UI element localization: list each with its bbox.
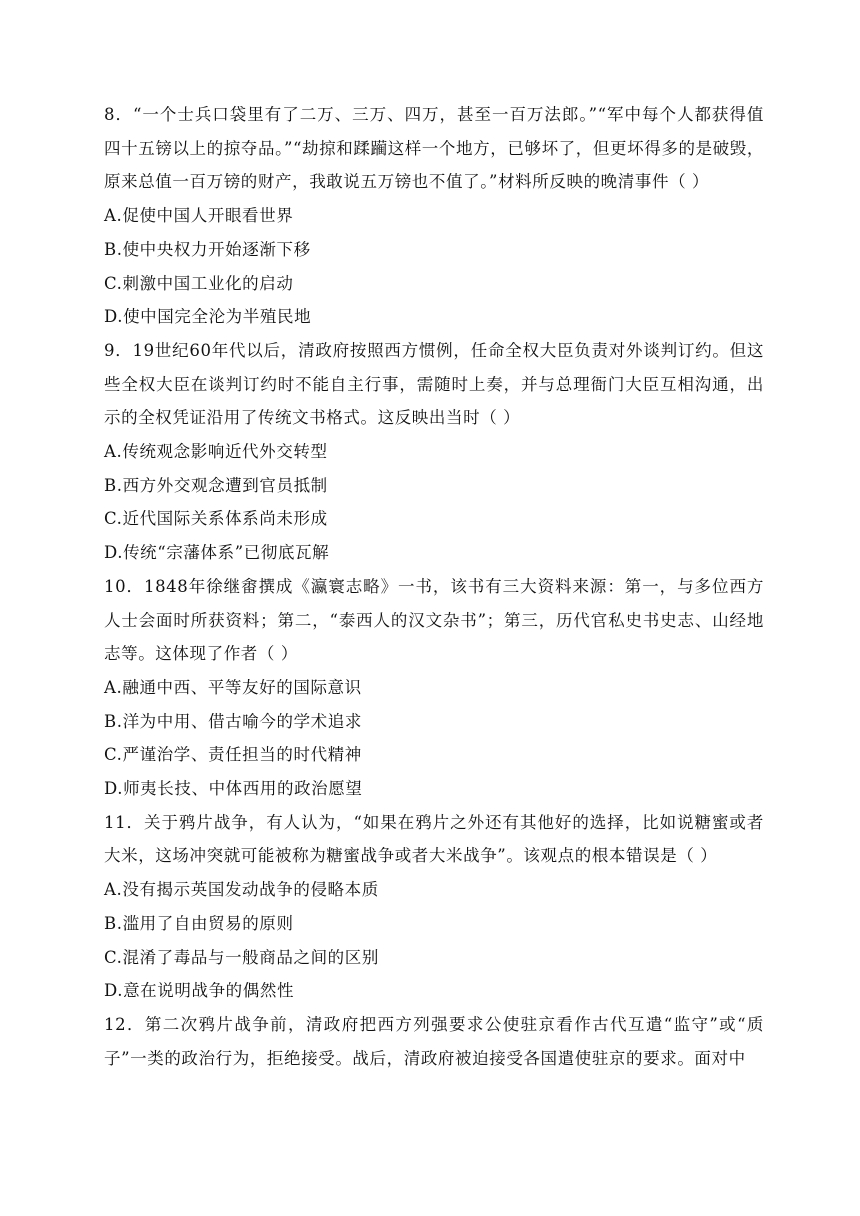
option-b: B.洋为中用、借古喻今的学术追求 — [104, 711, 362, 731]
option-b: B.使中央权力开始逐渐下移 — [104, 239, 311, 259]
question-10 — [104, 570, 764, 806]
question-text: 12．第二次鸦片战争前，清政府把西方列强要求公使驻京看作古代互遣“监守”或“质子”一类的政治行为，拒绝接受。战后，清政府被迫接受各国遣使驻京的要求。面对中 — [104, 1014, 764, 1068]
question-text: 9．19世纪60年代以后，清政府按照西方惯例，任命全权大臣负责对外谈判订约。但这些全权大臣在谈判订约时不能自主行事，需随时上奏，并与总理衙门大臣互相沟通，出示的全权凭证沿用了传统文书格式。这反映出当时（ ） — [104, 340, 764, 428]
question-text: 11．关于鸦片战争，有人认为，“如果在鸦片之外还有其他好的选择，比如说糖蜜或者大米，这场冲突就可能被称为糖蜜战争或者大米战争”。该观点的根本错误是（ ） — [104, 812, 764, 866]
option-d: D.意在说明战争的偶然性 — [104, 981, 295, 1001]
option-b: B.滥用了自由贸易的原则 — [104, 913, 294, 933]
question-8 — [104, 98, 764, 334]
option-d: D.师夷长技、中体西用的政治愿望 — [104, 779, 363, 799]
option-c: C.近代国际关系体系尚未形成 — [104, 509, 328, 529]
question-text: 8．“一个士兵口袋里有了二万、三万、四万，甚至一百万法郎。”“军中每个人都获得值四十五镑以上的掠夺品。”“劫掠和蹂躏这样一个地方，已够坏了，但更坏得多的是破毁，原来总值一百万镑的财产，我敢说五万镑也不值了。”材料所反映的晚清事件（ ） — [104, 105, 764, 192]
question-9 — [104, 334, 764, 570]
question-page — [104, 98, 764, 1075]
option-c: C.刺激中国工业化的启动 — [104, 273, 294, 293]
option-a: A.融通中西、平等友好的国际意识 — [104, 677, 362, 697]
option-b: B.西方外交观念遭到官员抵制 — [104, 475, 328, 495]
question-text: 10．1848年徐继畬撰成《瀛寰志略》一书，该书有三大资料来源：第一，与多位西方人士会面时所获资料；第二，“泰西人的汉文杂书”；第三，历代官私史书史志、山经地志等。这体现了作者（ ） — [104, 576, 764, 664]
option-d: D.传统“宗藩体系”已彻底瓦解 — [104, 543, 330, 563]
option-a: A.促使中国人开眼看世界 — [104, 206, 294, 226]
option-c: C.严谨治学、责任担当的时代精神 — [104, 745, 362, 765]
option-a: A.传统观念影响近代外交转型 — [104, 442, 328, 462]
option-c: C.混淆了毒品与一般商品之间的区别 — [104, 947, 379, 967]
question-12 — [104, 1008, 764, 1075]
option-d: D.使中国完全沦为半殖民地 — [104, 307, 312, 327]
question-11 — [104, 806, 764, 1008]
option-a: A.没有揭示英国发动战争的侵略本质 — [104, 880, 379, 900]
